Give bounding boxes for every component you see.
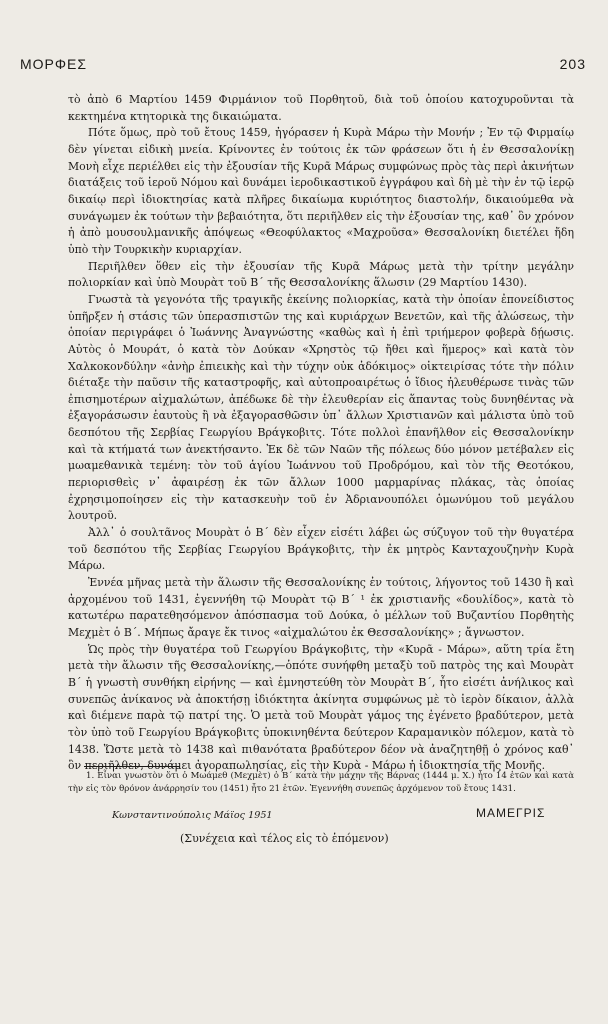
paragraph: Ἀλλ᾽ ὁ σουλτᾶνος Μουρὰτ ὁ Β΄ δὲν εἶχεν εἰσέτι λάβει ὡς σύζυγον τοῦ τὴν θυγατέρα τοῦ δεσπότου τῆς Σερβίας Γεωργίου Βράγκοβιτς, τὴν ἐκ μητρὸς Κανταχουζηνὴν Κυρὰ Μάρω. — [68, 526, 574, 573]
article-body — [68, 92, 574, 775]
author-signature: ΜΑΜΕΓΡΙΣ — [476, 806, 546, 820]
footnote: 1. Εἶναι γνωστὸν ὅτι ὁ Μωάμεθ (Μεχμὲτ) ὁ Β΄ κατὰ τὴν μάχην τῆς Βάρνας (1444 μ. Χ.) ἦτο 14 ἐτῶν καὶ κατὰ τὴν εἰς τὸν θρόνον ἀνάρρησίν του (1451) ἦτο 21 ἐτῶν. Ἐγεννήθη συνεπῶς ἀρχόμενον τοῦ ἔτους 1431. — [68, 771, 574, 794]
paragraph: Περιῆλθεν ὅθεν εἰς τὴν ἐξουσίαν τῆς Κυρᾶ Μάρως μετὰ τὴν τρίτην μεγάλην πολιορκίαν καὶ ὑπὸ Μουρὰτ τοῦ Β΄ τῆς Θεσσαλονίκης ἅλωσιν (29 Μαρτίου 1430). — [68, 259, 574, 290]
place-date: Κωνσταντινούπολις Μάϊος 1951 — [112, 810, 273, 821]
page-number: 203 — [559, 56, 586, 72]
running-header — [20, 56, 586, 72]
continuation-note: (Συνέχεια καὶ τέλος εἰς τὸ ἑπόμενον) — [180, 832, 389, 845]
paragraph: Ὡς πρὸς τὴν θυγατέρα τοῦ Γεωργίου Βράγκοβιτς, τὴν «Κυρᾶ - Μάρω», αὕτη τρία ἔτη μετὰ τὴν ἅλωσιν τῆς Θεσσαλονίκης,—ὁπότε συνήφθη μεταξὺ τοῦ πατρὸς της καὶ Μουρὰτ Β΄ ἡ γνωστὴ συνθήκη εἰρήνης — καὶ ἐμνηστεύθη τὸν Μουρὰτ Β΄, ἦτο εἰσέτι ἀνήλικος καὶ συνεπῶς ἀνίκανος νὰ ἀποκτήσῃ ἰδιόκτητα ἀκίνητα συμφώνως μὲ τὸ ἱερὸν δίκαιον, ἀλλὰ καὶ διέμενε παρὰ τῷ πατρί της. Ὁ μετὰ τοῦ Μουρὰτ γάμος της ἐγένετο βραδύτερον, μετὰ τὸν ὑπὸ τοῦ Γεωργίου Βράγκοβιτς ὑποκινηθέντα δεύτερον Καραμανικὸν πόλεμον, κατὰ τὸ 1438. Ὥστε μετὰ τὸ 1438 καὶ πιθανότατα βραδύτερον δέον νὰ ἀναζητηθῇ ὁ χρόνος καθ᾽ ὃν περιῆλθεν, δυνάμει ἀγοραπωλησίας, εἰς τὴν Κυρὰ - Μάρω ἡ ἰδιοκτησία τῆς Μονῆς. — [68, 642, 574, 773]
paragraph: Γνωστὰ τὰ γεγονότα τῆς τραγικῆς ἐκείνης πολιορκίας, κατὰ τὴν ὁποίαν ἐπονείδιστος ὑπῆρξεν ἡ στάσις τῶν ὑπερασπιστῶν της καὶ κυριάρχων Βενετῶν, καὶ τῆς ἁλώσεως, τὴν ὁποίαν περιγράφει ὁ Ἰωάννης Ἀναγνώστης «καθὼς καὶ ἡ ἐπὶ τριήμερον φοβερὰ δῄωσις. Αὐτὸς ὁ Μουράτ, ὁ κατὰ τὸν Δούκαν «Χρηστὸς τῷ ἤθει καὶ ἥμερος» καὶ κατὰ τὸν Χαλκοκονδύλην «ἀνὴρ ἐπιεικὴς καὶ τὴν τύχην οὐκ ἀδόκιμος» οἰκτειρίσας τότε τὴν πόλιν διέταξε τὴν παῦσιν τῆς καταστροφῆς, καὶ αὐτοπροαιρέτως ὁ ἴδιος ἠλευθέρωσε τινὰς τῶν ἐπισημοτέρων αἰχμαλώτων, ἀπέδωκε δὲ τὴν ἐλευθερίαν εἰς ἅπαντας τοὺς δυνηθέντας νὰ ἐξαγοράσωσιν ἑαυτοὺς ἢ νὰ ἐξαγορασθῶσιν ὑπ᾽ ἄλλων Χριστιανῶν καὶ μάλιστα ὑπὸ τοῦ δεσπότου τῆς Σερβίας Γεωργίου Βράγκοβιτς. Τότε πολλοὶ ἐπανῆλθον εἰς Θεσσαλονίκην καὶ τὰ κτήματά των ἀνεκτήσαντο. Ἐκ δὲ τῶν Ναῶν τῆς πόλεως δύο μόνον μετέβαλεν εἰς μωαμεθανικὰ τεμένη: τὸν τοῦ ἁγίου Ἰωάννου τοῦ Προδρόμου, καὶ τὸν τῆς Θεοτόκου, περιορισθεὶς ν᾽ ἀφαιρέσῃ ἐκ τῶν ἄλλων 1000 μαρμαρίνας πλάκας, τὰς ὁποίας ἐχρησιμοποίησεν εἰς τὴν κατασκευὴν τοῦ ἐν Ἀδριανουπόλει ὁμωνύμου τοῦ μεγάλου λουτροῦ. — [68, 292, 574, 523]
paragraph: τὸ ἀπὸ 6 Μαρτίου 1459 Φιρμάνιον τοῦ Πορθητοῦ, διὰ τοῦ ὁποίου κατοχυροῦνται τὰ κεκτημένα κτητορικὰ της δικαιώματα. — [68, 93, 574, 123]
journal-title: ΜΟΡΦΕΣ — [20, 56, 88, 72]
paragraph: Πότε ὅμως, πρὸ τοῦ ἔτους 1459, ἠγόρασεν ἡ Κυρὰ Μάρω τὴν Μονήν ; Ἐν τῷ Φιρμαίῳ δὲν γίνεται εἰδικὴ μνεία. Κρίνοντες ἐν τούτοις ἐκ τῶν φράσεων ὅτι ἡ ἐν Θεσσαλονίκῃ Μονὴ εἶχε περιέλθει εἰς τὴν ἐξουσίαν τῆς Κυρᾶ Μάρως συμφώνως πρὸς τὰς περὶ ἀκινήτων διατάξεις τοῦ ἱεροῦ Νόμου καὶ δυνάμει ἱεροδικαστικοῦ ἐγγράφου καὶ δὴ μὲ τὴν ἐν τῷ ἱερῷ δικαίῳ περὶ ἰδιοκτησίας κατὰ πλῆρες δικαίωμα κυριότητος διαστολήν, δικαιούμεθα νὰ συνάγωμεν ἐκ τούτων τὴν βεβαιότητα, ὅτι περιῆλθεν εἰς τὴν ἐξουσίαν της, καθ᾽ ὃν χρόνον ἡ ἀπὸ μουσουλμανικῆς ἀπόψεως «Θεοφύλακτος «Μαχροῦσα» Θεσσαλονίκη διετέλει ἤδη ὑπὸ τὴν Τουρκικὴν κυριαρχίαν. — [68, 126, 574, 256]
paragraph: Ἐννέα μῆνας μετὰ τὴν ἅλωσιν τῆς Θεσσαλονίκης ἐν τούτοις, λήγοντος τοῦ 1430 ἢ καὶ ἀρχομένου τοῦ 1431, ἐγεννήθη τῷ Μουρὰτ τῷ Β΄ ¹ ἐκ χριστιανῆς «δουλίδος», κατὰ τὸ κατωτέρω παρατεθησόμενον ἀπόσπασμα τοῦ Δούκα, ὁ μέλλων τοῦ Βυζαντίου Πορθητὴς Μεχμὲτ ὁ Β΄. Μήπως ἄραγε ἔκ τινος «αἰχμαλώτου ἐκ Θεσσαλονίκης» ; ἄγνωστον. — [68, 576, 574, 639]
footnote-divider — [84, 766, 180, 767]
